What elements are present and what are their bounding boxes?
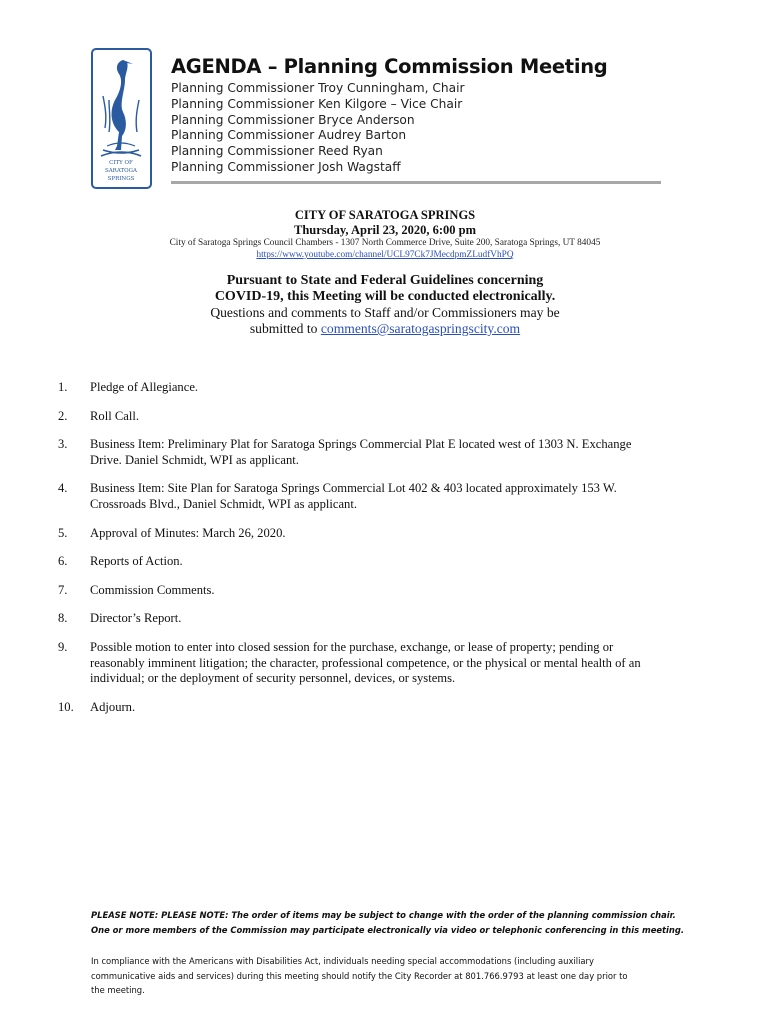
agenda-item [58,437,698,468]
agenda-list [58,380,698,715]
agenda-item [58,554,698,570]
meeting-date: Thursday, April 23, 2020, 6:00 pm [294,223,476,237]
agenda-item-text: Business Item: Preliminary Plat for Saratoga Springs Commercial Plat E located west of 1303 N. Exchange [90,437,632,452]
agenda-item-number: 1. [58,380,68,394]
agenda-item [58,611,698,627]
agenda-item-text: Approval of Minutes: March 26, 2020. [90,525,286,540]
ada-notice-line: the meeting. [91,985,145,995]
agenda-item-text: Drive. Daniel Schmidt, WPI as applicant. [90,452,299,467]
commissioner-item: Planning Commissioner Audrey Barton [171,128,407,143]
comments-notice-line: Questions and comments to Staff and/or Commissioners may be [210,305,560,320]
agenda-item [58,380,698,396]
ada-notice-line: In compliance with the Americans with Disabilities Act, individuals needing special accommodations (including auxiliary [91,956,594,966]
agenda-item [58,526,698,542]
agenda-item-number: 10. [58,699,74,714]
agenda-item-text: Adjourn. [90,699,136,714]
footer-note [91,908,691,938]
agenda-item-number: 3. [58,437,68,452]
footer-note-line: PLEASE NOTE: PLEASE NOTE: The order of items may be subject to change with the order of the planning commission chair. [91,910,676,920]
comments-notice-line [0,321,770,337]
agenda-item [58,583,698,599]
agenda-item-text: Possible motion to enter into closed session for the purchase, exchange, or lease of property; pending or [90,639,614,654]
agenda-item-text: Director’s Report. [90,611,182,626]
ada-notice [91,954,691,998]
agenda-item-text: individual; or the deployment of security personnel, devices, or systems. [90,671,456,686]
agenda-item-number: 7. [58,582,68,597]
agenda-item-number: 2. [58,408,68,423]
logo-text-1: CITY OF [109,160,133,166]
commissioner-item: Planning Commissioner Ken Kilgore – Vice Chair [171,96,463,111]
agenda-item-text: Pledge of Allegiance. [90,380,199,394]
agenda-item-text: Commission Comments. [90,582,215,597]
agenda-item-number: 5. [58,525,68,540]
city-name: CITY OF SARATOGA SPRINGS [294,208,476,222]
agenda-item-text: reasonably imminent litigation; the character, professional competence, or the physical or mental health of an [90,655,641,670]
agenda-item-number: 9. [58,639,68,654]
ada-notice-line: communicative aids and services) during this meeting should notify the City Recorder at 801.766.9793 at least one day prior to [91,970,628,981]
meeting-address: City of Saratoga Springs Council Chambers - 1307 North Commerce Drive, Suite 200, Saratoga Springs, UT 84045 [169,238,601,248]
logo-text-3: SPRINGS [107,176,135,182]
commissioner-list [171,81,671,176]
header-divider [171,181,661,184]
youtube-link[interactable]: https://www.youtube.com/channel/UCL97Ck7JMecdpmZLudfVhPQ [256,250,514,260]
agenda-header [171,54,671,176]
city-logo [91,48,152,189]
agenda-item-text: Roll Call. [90,408,139,423]
agenda-item-text: Crossroads Blvd., Daniel Schmidt, WPI as applicant. [90,496,358,511]
commissioner-item: Planning Commissioner Reed Ryan [171,144,383,159]
logo-text-2: SARATOGA [104,168,138,174]
agenda-item-text: Reports of Action. [90,554,183,569]
commissioner-item: Planning Commissioner Josh Wagstaff [171,159,401,174]
page-title: AGENDA – Planning Commission Meeting [171,55,608,78]
agenda-item-number: 6. [58,554,68,569]
agenda-item [58,409,698,425]
comments-email-link[interactable]: comments@saratogaspringscity.com [320,321,521,336]
comments-prefix: submitted to [249,321,321,336]
covid-notice-line: COVID-19, this Meeting will be conducted electronically. [214,289,556,304]
agenda-item [58,640,698,687]
agenda-item [58,700,698,716]
agenda-item [58,481,698,512]
agenda-item-text: Business Item: Site Plan for Saratoga Springs Commercial Lot 402 & 403 located approximately 153 W. [90,481,617,496]
commissioner-item: Planning Commissioner Bryce Anderson [171,112,415,127]
heron-logo-icon [93,50,150,187]
agenda-item-number: 8. [58,611,68,626]
covid-notice-line: Pursuant to State and Federal Guidelines concerning [226,273,544,288]
footer-note-line: One or more members of the Commission may participate electronically via video or telephonic conferencing in this meeting. [91,925,685,935]
agenda-item-number: 4. [58,481,68,496]
commissioner-item: Planning Commissioner Troy Cunningham, Chair [171,81,465,95]
